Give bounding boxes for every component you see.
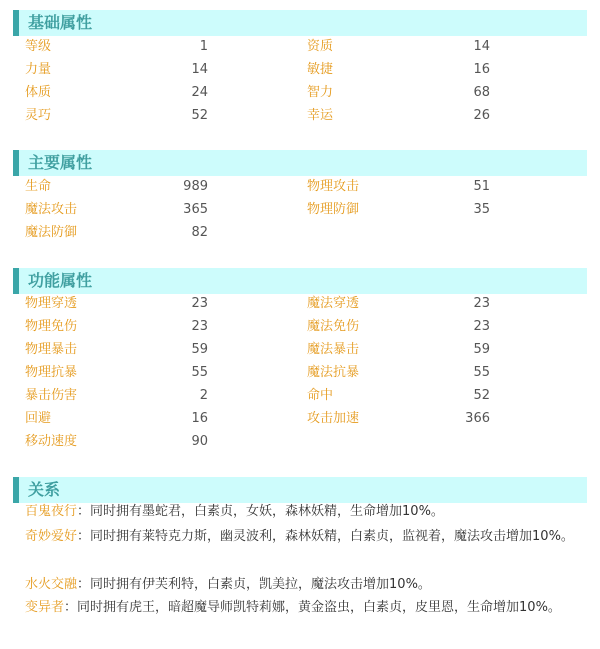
stat-label: 物理免伤 [25, 319, 78, 334]
section-title: 基础属性 [28, 13, 93, 32]
stat-value: 52 [191, 108, 208, 123]
stat-value: 989 [183, 179, 208, 194]
stat-value: 366 [465, 411, 490, 426]
stat-value: 23 [473, 319, 490, 334]
stat-label: 生命 [25, 179, 52, 194]
relation-name: 水火交融 [25, 577, 78, 592]
section-title: 功能属性 [28, 271, 93, 290]
stat-row [25, 315, 585, 338]
stat-label: 物理暴击 [25, 342, 78, 357]
stat-label: 物理攻击 [307, 179, 360, 194]
relation-entry [25, 525, 585, 548]
stat-value: 14 [191, 62, 208, 77]
stat-row [25, 198, 585, 221]
stat-value: 16 [191, 411, 208, 426]
stat-row [25, 407, 585, 430]
stat-value: 23 [191, 296, 208, 311]
stat-label: 力量 [25, 62, 52, 77]
stat-label: 物理防御 [307, 202, 360, 217]
section-header-main [13, 150, 587, 176]
stat-label: 体质 [25, 85, 52, 100]
stat-value: 16 [473, 62, 490, 77]
stat-label: 魔法攻击 [25, 202, 78, 217]
stat-value: 2 [199, 388, 208, 403]
stat-value: 23 [191, 319, 208, 334]
relation-text: 同时拥有伊芙利特，白素贞，凯美拉，魔法攻击增加10%。 [90, 577, 431, 592]
stat-value: 82 [191, 225, 208, 240]
stat-label: 命中 [307, 388, 334, 403]
relation-separator: ： [77, 529, 91, 544]
stat-value: 365 [183, 202, 208, 217]
stat-label: 魔法暴击 [307, 342, 360, 357]
relation-name: 变异者 [25, 600, 65, 615]
relation-separator: ： [77, 504, 91, 519]
stat-value: 1 [199, 39, 208, 54]
relation-text: 同时拥有墨蛇君，白素贞，女妖，森林妖精，生命增加10%。 [90, 504, 444, 519]
stat-label: 资质 [307, 39, 334, 54]
relation-text: 同时拥有莱特克力斯，幽灵波利，森林妖精，白素贞，监视着，魔法攻击增加10%。 [90, 529, 574, 544]
stat-value: 59 [191, 342, 208, 357]
stat-row [25, 384, 585, 407]
relation-separator: ： [77, 577, 91, 592]
section-header-functional [13, 268, 587, 294]
stat-label: 物理穿透 [25, 296, 78, 311]
stat-label: 移动速度 [25, 434, 78, 449]
stat-value: 51 [473, 179, 490, 194]
stat-label: 攻击加速 [307, 411, 360, 426]
relation-entry [25, 596, 585, 619]
stat-row [25, 361, 585, 384]
stat-label: 回避 [25, 411, 52, 426]
stat-label: 魔法防御 [25, 225, 78, 240]
relation-separator: ： [64, 600, 78, 615]
stat-label: 灵巧 [25, 108, 52, 123]
stat-label: 魔法穿透 [307, 296, 360, 311]
stat-label: 魔法免伤 [307, 319, 360, 334]
stat-value: 52 [473, 388, 490, 403]
stat-label: 暴击伤害 [25, 388, 78, 403]
stat-value: 24 [191, 85, 208, 100]
stat-row [25, 35, 585, 58]
stat-row [25, 81, 585, 104]
stat-row [25, 104, 585, 127]
relation-name: 百鬼夜行 [25, 504, 78, 519]
stat-row [25, 338, 585, 361]
stat-row [25, 430, 585, 453]
relation-entry [25, 573, 585, 596]
stat-value: 68 [473, 85, 490, 100]
relation-entry [25, 500, 585, 523]
stat-label: 敏捷 [307, 62, 334, 77]
stat-label: 等级 [25, 39, 52, 54]
section-title: 主要属性 [28, 153, 93, 172]
section-header-basic [13, 10, 587, 36]
section-title: 关系 [28, 480, 61, 499]
relation-text: 同时拥有虎王，暗超魔导师凯特莉娜，黄金盗虫，白素贞，皮里恩，生命增加10%。 [77, 600, 561, 615]
relation-name: 奇妙爱好 [25, 529, 78, 544]
stat-row [25, 292, 585, 315]
stat-value: 55 [191, 365, 208, 380]
stat-row [25, 221, 585, 244]
stat-value: 90 [191, 434, 208, 449]
stat-value: 23 [473, 296, 490, 311]
stat-value: 55 [473, 365, 490, 380]
stat-value: 59 [473, 342, 490, 357]
stat-value: 35 [473, 202, 490, 217]
stat-value: 14 [473, 39, 490, 54]
stat-row [25, 58, 585, 81]
stat-row [25, 175, 585, 198]
stat-label: 幸运 [307, 108, 334, 123]
stat-label: 物理抗暴 [25, 365, 78, 380]
stat-value: 26 [473, 108, 490, 123]
stat-label: 智力 [307, 85, 334, 100]
stat-label: 魔法抗暴 [307, 365, 360, 380]
